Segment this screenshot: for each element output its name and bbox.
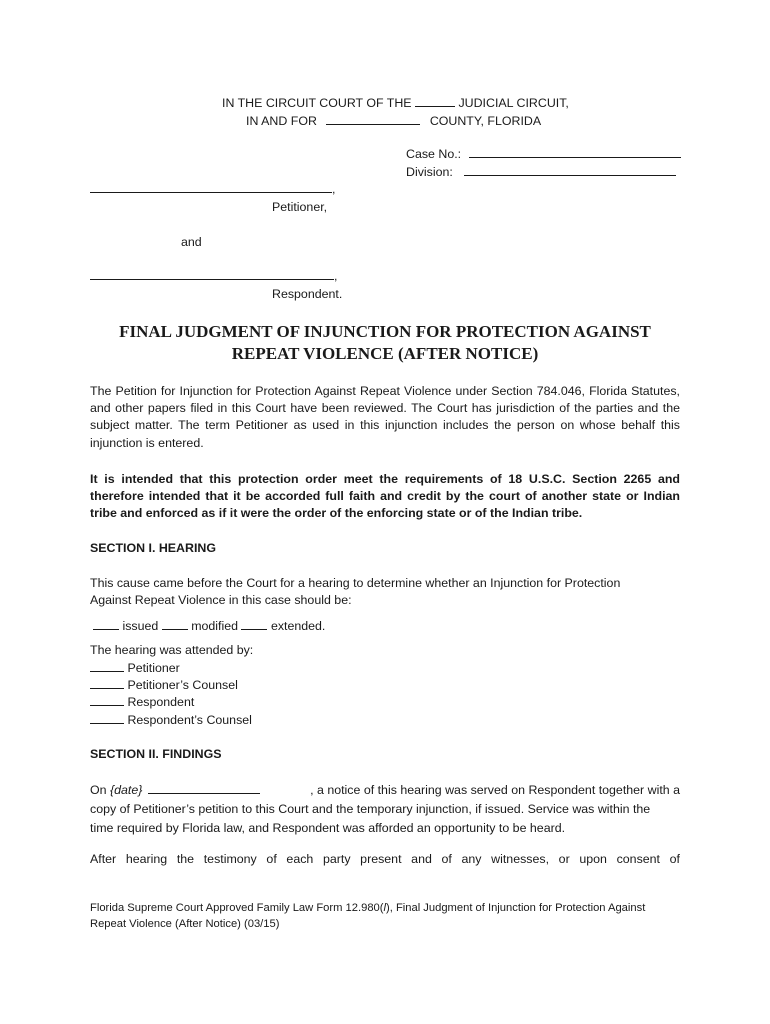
court-header-prefix: IN THE CIRCUIT COURT OF THE [222, 96, 412, 110]
case-number-row [406, 147, 681, 161]
county-prefix: IN AND FOR [246, 114, 317, 128]
findings-line1 [90, 781, 680, 800]
footer-line1: Florida Supreme Court Approved Family Law Form 12.980(l), Final Judgment of Injunction for Protection Against [90, 902, 646, 914]
attendee-label: Respondent’s Counsel [127, 712, 252, 727]
and-label: and [181, 235, 202, 249]
division-label: Division: [406, 165, 453, 179]
attendee-row [90, 694, 252, 711]
court-header-line2 [246, 114, 541, 128]
footer-line2: Repeat Violence (After Notice) (03/15) [90, 918, 280, 930]
attendee-label: Respondent [127, 695, 195, 710]
court-header-line1 [222, 96, 569, 110]
respondent-name-blank[interactable] [90, 278, 334, 280]
intro-paragraph: The Petition for Injunction for Protection Against Repeat Violence under Section 784.046, Florida Statutes, and other papers filed in this Court have been reviewed. The Court has jurisdiction of the parties and the subject matter. The term Petitioner as used in this injunction includes the person on whose behalf this injunction is entered. [90, 384, 680, 450]
section-1-heading: SECTION I. HEARING [90, 541, 216, 555]
section-2-heading: SECTION II. FINDINGS [90, 747, 222, 761]
injunction-status-options [93, 619, 325, 633]
petitioner-name-blank[interactable] [90, 191, 332, 193]
attendee-label: Petitioner [127, 661, 180, 675]
attendee-label: Petitioner’s Counsel [127, 678, 238, 693]
county-blank[interactable] [326, 123, 420, 125]
date-blank[interactable] [148, 792, 260, 794]
date-placeholder: {date} [109, 783, 143, 797]
attendee-row [90, 677, 252, 694]
attendee-row [90, 712, 252, 729]
extended-label: extended. [270, 619, 326, 633]
petitioner-name-line[interactable]: , [90, 182, 335, 196]
modified-blank[interactable] [162, 628, 188, 630]
findings-paragraph [90, 781, 680, 838]
issued-blank[interactable] [93, 628, 119, 630]
issued-label: issued [122, 619, 159, 633]
extended-blank[interactable] [241, 628, 267, 630]
circuit-number-blank[interactable] [415, 105, 455, 107]
document-title [90, 321, 680, 365]
division-row [406, 165, 676, 179]
document-title-line1: FINAL JUDGMENT OF INJUNCTION FOR PROTECTION AGAINST [119, 322, 651, 341]
attendee-blank[interactable] [90, 687, 124, 689]
document-title-line2: REPEAT VIOLENCE (AFTER NOTICE) [231, 344, 539, 363]
court-header-circuit: JUDICIAL CIRCUIT, [458, 96, 569, 110]
petitioner-label: Petitioner, [272, 200, 328, 214]
respondent-name-line[interactable]: , [90, 269, 337, 283]
findings-line2: copy of Petitioner’s petition to this Court and the temporary injunction, if issued. Service was within the [90, 802, 651, 816]
attendee-blank[interactable] [90, 722, 124, 724]
findings-line3: time required by Florida law, and Respondent was afforded an opportunity to be heard. [90, 821, 566, 835]
attendee-row [90, 660, 252, 677]
case-number-blank[interactable] [469, 156, 681, 158]
attendee-blank[interactable] [90, 670, 124, 672]
on-label: On [90, 783, 107, 797]
form-footer [90, 900, 690, 932]
after-hearing-paragraph: After hearing the testimony of each party present and of any witnesses, or upon consent of [90, 852, 680, 866]
attended-label: The hearing was attended by: [90, 643, 254, 657]
respondent-label: Respondent. [272, 287, 343, 301]
full-faith-paragraph: It is intended that this protection order meet the requirements of 18 U.S.C. Section 2265 and therefore intended that it be accorded full faith and credit by the court of another state or Indian tribe and enforced as if it were the order of the enforcing state or of the Indian tribe. [90, 472, 680, 521]
notice-text: , a notice of this hearing was served on Respondent together with a [310, 783, 680, 797]
attendees-list [90, 660, 252, 729]
case-number-label: Case No.: [406, 147, 462, 161]
division-blank[interactable] [464, 174, 676, 176]
modified-label: modified [191, 619, 239, 633]
county-suffix: COUNTY, FLORIDA [429, 114, 542, 128]
section-1-paragraph: This cause came before the Court for a hearing to determine whether an Injunction for Protection Against Repeat Violence in this case should be: [90, 576, 621, 608]
attendee-blank[interactable] [90, 704, 124, 706]
